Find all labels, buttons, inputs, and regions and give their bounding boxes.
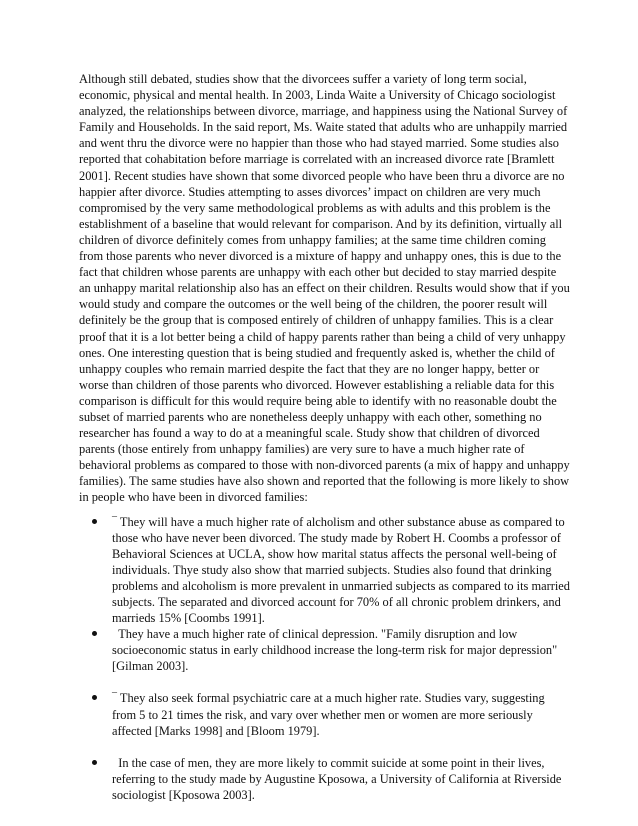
list-item [79,514,570,627]
list-item [79,626,570,674]
list-item [79,690,570,738]
bullet-icon [92,760,97,765]
list-item-mark: ¯ [112,515,117,527]
list-item [79,755,570,803]
list-item-text: They have a much higher rate of clinical depression. "Family disruption and low socioeconomic status in early childhood increase the long-term risk for major depression" [Gilman 2003]. [112,627,561,674]
document-page [79,71,570,803]
bullet-icon [92,519,97,524]
bullet-icon [92,695,97,700]
list-item-text: They also seek formal psychiatric care at a much higher rate. Studies vary, suggesting from 5 to 21 times the risk, and vary over whether men or women are more seriously affected [Marks 1998] and [Bloom 1979]. [112,691,545,738]
list-item-text: They will have a much higher rate of alcholism and other substance abuse as compared to those who have never been divorced. The study made by Robert H. Coombs a professor of Behavioral Sciences at UCLA, show how marital status affects the personal well-being of individuals. Thye study also show that married subjects. Studies also found that drinking problems and alcoholism is more prevalent in unmarried subjects as compared to its married subjects. The separated and divorced account for 70% of all chronic problem drinkers, and marrieds 15% [Coombs 1991]. [112,514,570,626]
findings-list [79,514,570,804]
list-item-mark: ¯ [112,692,117,704]
main-paragraph: Although still debated, studies show that the divorcees suffer a variety of long term social, economic, physical and mental health. In 2003, Linda Waite a University of Chicago sociologist analyzed, the relationships between divorce, marriage, and happiness using the National Survey of Family and Households. In the said report, Ms. Waite stated that adults who are unhappily married and went thru the divorce were no happier than those who had stayed married. Some studies also reported that cohabitation before marriage is correlated with an increased divorce rate [Bramlett 2001]. Recent studies have shown that some divorced people who have been thru a divorce are no happier after divorce. Studies attempting to asses divorces’ impact on children are very much compromised by the very same methodological problems as with adults and this problem is the establishment of a baseline that would relevant for comparison. And by its definition, virtually all children of divorce definitely comes from unhappy families; at the same time children coming from those parents who never divorced is a mixture of happy and unhappy ones, this is due to the fact that children whose parents are unhappy with each other but decided to stay married despite an unhappy marital relationship also has an effect on their children. Results would show that if you would study and compare the outcomes or the well being of the children, the poorer result will definitely be the group that is composed entirely of children of unhappy families. This is a clear proof that it is a lot better being a child of happy parents rather than being a child of very unhappy ones. One interesting question that is being studied and frequently asked is, whether the child of unhappy couples who remain married despite the fact that they are no longer happy, better or worse than children of those parents who divorced. However establishing a reliable data for this comparison is difficult for this would require being able to identify with no reasonable doubt the subset of married parents who are nonetheless deeply unhappy with each other, something no researcher has found a way to do at a meaningful scale. Study show that children of divorced parents (those entirely from unhappy families) are very sure to have a much higher rate of behavioral problems as compared to those with non-divorced parents (a mix of happy and unhappy families). The same studies have also shown and reported that the following is more likely to show in people who have been in divorced families: [79,72,570,505]
list-item-text: In the case of men, they are more likely to commit suicide at some point in their lives, referring to the study made by Augustine Kposowa, a University of California at Riverside sociologist [Kposowa 2003]. [112,755,565,802]
bullet-icon [92,631,97,636]
